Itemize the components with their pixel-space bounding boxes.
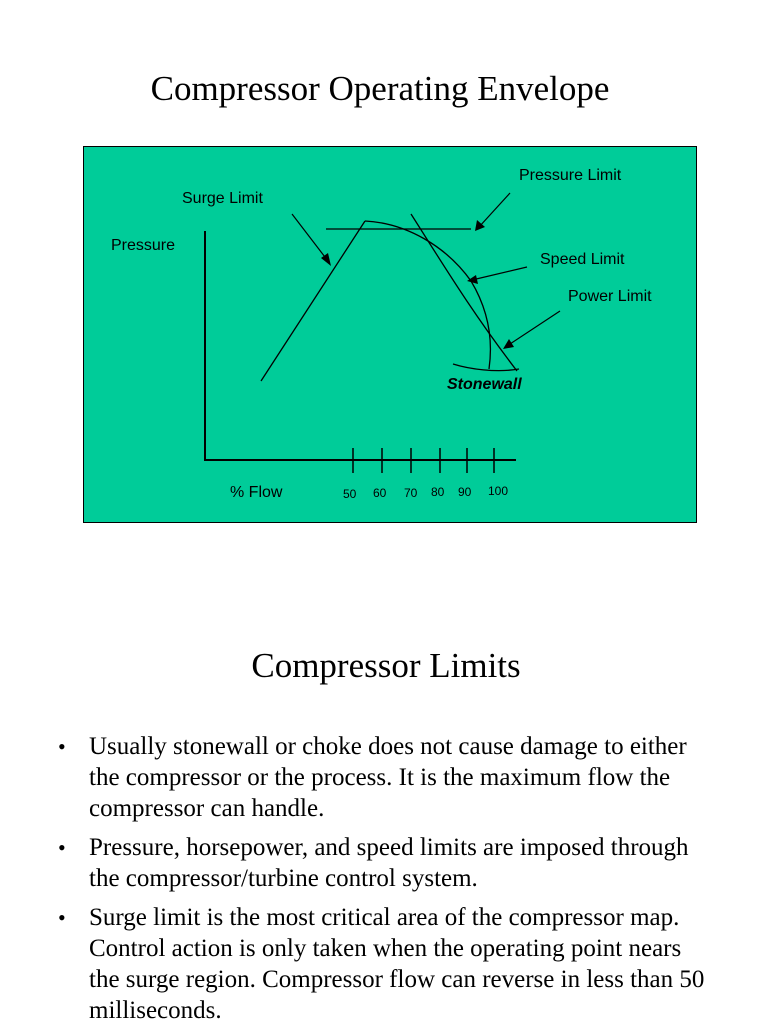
bullet-text: Surge limit is the most critical area of the compressor map. Control action is only taken when the operating point nears the surge region. Compressor flow can reverse in less than 50 milliseconds. [89,904,705,1024]
flow-tick-label-50: 50 [343,487,357,501]
flow-axis-label: % Flow [230,484,283,501]
flow-tick-label-60: 60 [373,486,387,500]
bullet-marker: • [58,905,66,930]
surge-limit-line [261,221,365,381]
slide-title-operating-envelope: Compressor Operating Envelope [150,69,610,108]
power-limit-arrow [503,311,560,349]
power-limit-label: Power Limit [568,288,652,305]
bullet-item-stonewall [56,731,716,824]
pressure-limit-label: Pressure Limit [519,167,622,184]
pressure-axis-label: Pressure [111,237,176,254]
flow-tick-label-90: 90 [458,485,472,499]
speed-limit-arrow [467,267,527,284]
operating-envelope-diagram [83,146,697,523]
bullet-text: Usually stonewall or choke does not cause damage to either the compressor or the process. It is the maximum flow the compressor can handle. [89,733,687,822]
flow-tick-label-100: 100 [488,484,509,498]
bullet-marker: • [58,835,66,860]
bullet-text: Pressure, horsepower, and speed limits are imposed through the compressor/turbine control system. [89,834,689,892]
surge-limit-arrow [292,214,331,266]
speed-limit-curve [365,221,490,369]
bullet-marker: • [58,734,66,759]
stonewall-label: Stonewall [447,376,522,393]
pressure-limit-arrow [475,193,510,231]
flow-tick-label-80: 80 [431,485,445,499]
limits-bullet-list [56,731,716,1034]
surge-limit-label: Surge Limit [182,190,263,207]
slide-title-compressor-limits: Compressor Limits [251,646,521,685]
speed-limit-label: Speed Limit [540,251,625,268]
flow-tick-label-70: 70 [404,486,418,500]
bullet-item-control-limits [56,832,716,894]
power-limit-curve [411,214,517,371]
stonewall-curve [453,364,519,371]
bullet-item-surge-limit [56,902,716,1026]
